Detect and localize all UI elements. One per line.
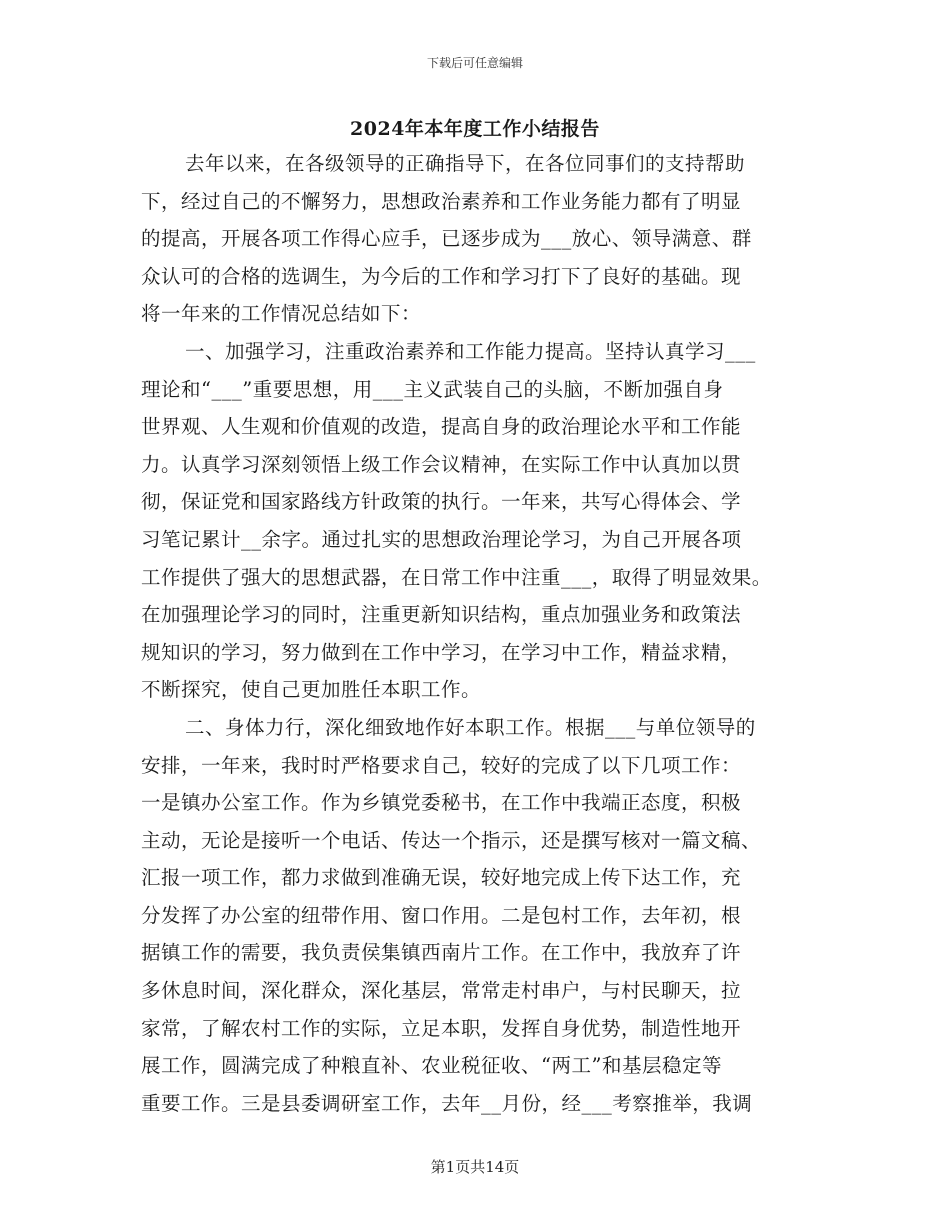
paragraph-line: 不断探究，使自己更加胜任本职工作。 [141, 678, 482, 702]
paragraph-line: 工作提供了强大的思想武器，在日常工作中注重___，取得了明显效果。 [141, 565, 772, 589]
paragraph-line: 安排，一年来，我时时严格要求自己，较好的完成了以下几项工作： [141, 753, 742, 777]
paragraph-line: 多休息时间，深化群众，深化基层，常常走村串户，与村民聊天，拉 [141, 979, 742, 1003]
paragraph-line: 彻，保证党和国家路线方针政策的执行。一年来，共写心得体会、学 [141, 490, 742, 514]
paragraph-line: 规知识的学习，努力做到在工作中学习，在学习中工作，精益求精， [141, 640, 742, 664]
paragraph-line: 众认可的合格的选调生，为今后的工作和学习打下了良好的基础。现 [141, 264, 742, 288]
paragraph-line: 汇报一项工作，都力求做到准确无误，较好地完成上传下达工作，充 [141, 866, 742, 890]
paragraph-line: 去年以来，在各级领导的正确指导下，在各位同事们的支持帮助 [185, 152, 746, 175]
paragraph-line: 二、身体力行，深化细致地作好本职工作。根据___与单位领导的 [185, 715, 756, 739]
paragraph-line: 分发挥了办公室的纽带作用、窗口作用。二是包村工作，去年初，根 [141, 903, 742, 927]
paragraph-line: 主动，无论是接听一个电话、传达一个指示，还是撰写核对一篇文稿、 [141, 828, 762, 852]
paragraph-line: 据镇工作的需要，我负责侯集镇西南片工作。在工作中，我放弃了许 [141, 941, 742, 965]
paragraph-line: 将一年来的工作情况总结如下： [141, 302, 422, 326]
paragraph-line: 家常，了解农村工作的实际，立足本职，发挥自身优势，制造性地开 [141, 1016, 742, 1040]
paragraph-line: 的提高，开展各项工作得心应手，已逐步成为___放心、领导满意、群 [141, 227, 752, 251]
document-title: 2024年本年度工作小结报告 [350, 118, 600, 140]
page-header-note: 下载后可任意编辑 [426, 56, 523, 70]
document-body [141, 145, 821, 1122]
paragraph-line: 在加强理论学习的同时，注重更新知识结构，重点加强业务和政策法 [141, 603, 742, 627]
paragraph-line: 理论和“___”重要思想，用___主义武装自己的头脑，不断加强自身 [141, 377, 724, 401]
paragraph-line: 一是镇办公室工作。作为乡镇党委秘书，在工作中我端正态度，积极 [141, 791, 742, 815]
paragraph-line: 一、加强学习，注重政治素养和工作能力提高。坚持认真学习___ [185, 339, 756, 363]
paragraph-line: 重要工作。三是县委调研室工作，去年__月份，经___考察推举，我调 [141, 1091, 753, 1115]
paragraph-line: 下，经过自己的不懈努力，思想政治素养和工作业务能力都有了明显 [141, 189, 742, 213]
page-number: 第1页共14页 [430, 1158, 520, 1176]
paragraph-line: 力。认真学习深刻领悟上级工作会议精神，在实际工作中认真加以贯 [141, 452, 742, 476]
paragraph-line: 展工作，圆满完成了种粮直补、农业税征收、“两工”和基层稳定等 [141, 1054, 722, 1078]
paragraph-line: 世界观、人生观和价值观的改造，提高自身的政治理论水平和工作能 [141, 415, 742, 439]
paragraph-line: 习笔记累计__余字。通过扎实的思想政治理论学习，为自己开展各项 [141, 527, 742, 551]
